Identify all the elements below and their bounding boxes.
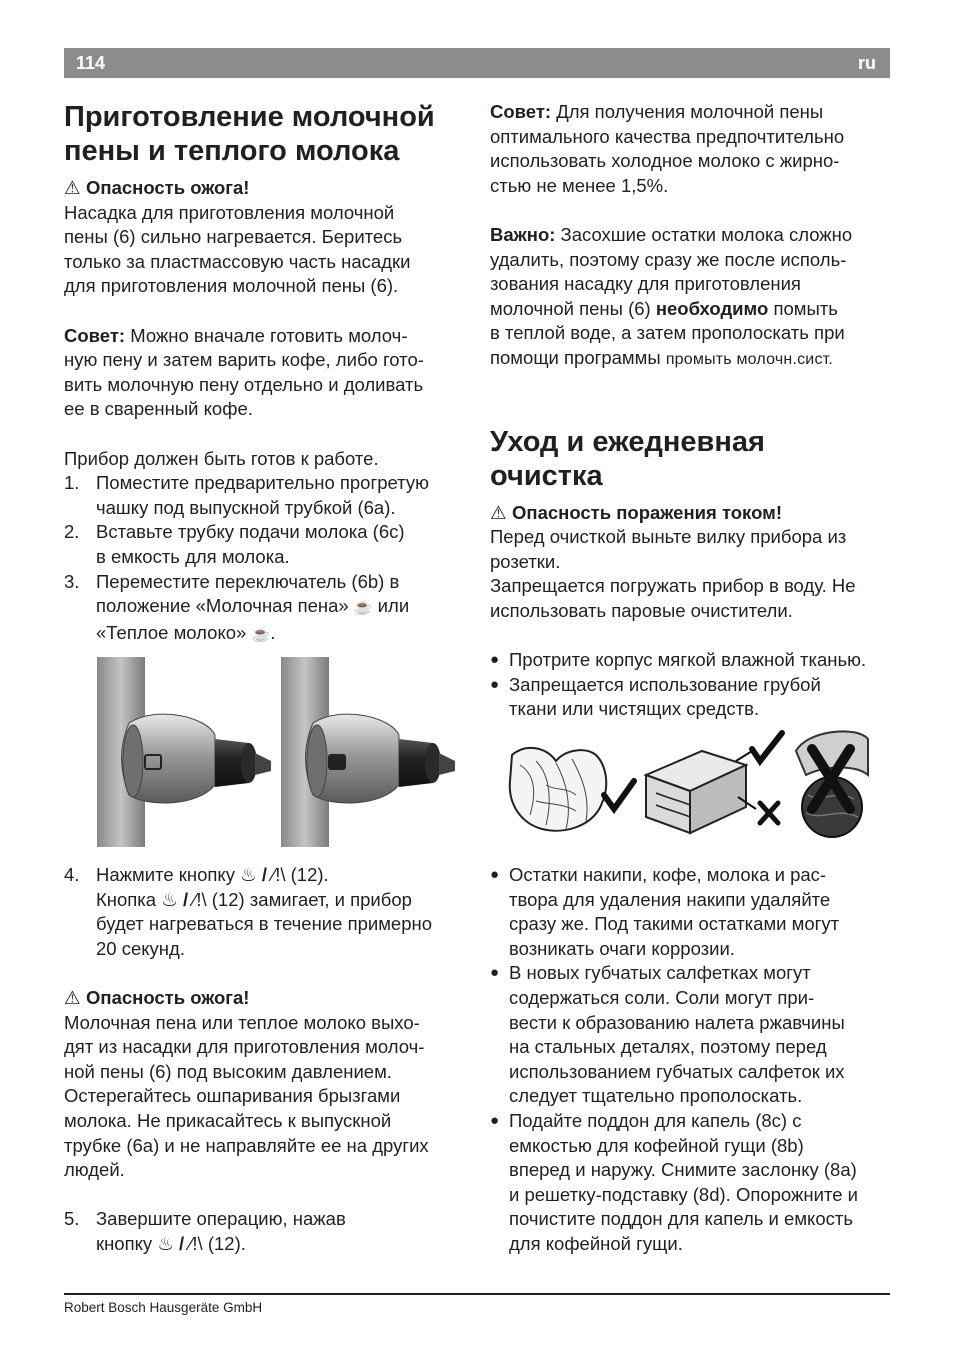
frother-left-image [97, 657, 271, 847]
warning-mark-icon: ⁄!\ [193, 888, 207, 910]
warning-icon: ⚠ [64, 986, 81, 1008]
ready-note: Прибор должен быть готов к работе. [64, 447, 379, 469]
steam-icon: ♨ [161, 888, 178, 910]
foam-cup-icon: ☕ [353, 599, 373, 617]
right-column [490, 100, 890, 722]
steps-list [64, 471, 469, 647]
warning-burn-title: ⚠ Опасность ожога! [64, 176, 469, 201]
list-item: 1. Поместите предварительно прогретую чашку под выпускной трубкой (6a). [64, 472, 429, 518]
list-item: 4. Нажмите кнопку ♨ / ⁄!\ (12). Кнопка ♨ / ⁄!\ (12) замигает, и прибор будет нагреваться в течение примерно 20 секунд. [64, 864, 433, 959]
footer-company: Robert Bosch Hausgeräte GmbH [64, 1300, 263, 1315]
left-column [64, 100, 469, 647]
list-item: ● В новых губчатых салфетках могут содержаться соли. Соли могут при- вести к образованию налета ржавчины на стальных деталях, поэтому перед использованием губчатых салфеток их следует тщательно прополоскать. [490, 961, 890, 1109]
list-item: ● Запрещается использование грубой ткани или чистящих средств. [490, 673, 890, 722]
warning-burn-text: Насадка для приготовления молочной пены (6) сильно нагревается. Беритесь только за пластмассовую часть насадки для приготовления молочной пены (6). [64, 201, 411, 297]
steam-icon: ♨ [157, 1232, 174, 1254]
warm-milk-cup-icon: ☕ [251, 625, 271, 643]
cross-mark-icon [760, 803, 778, 823]
steps-list-continued [64, 863, 469, 961]
cleaning-bullets-2 [490, 863, 890, 1257]
list-item: ● Подайте поддон для капель (8c) с емкостью для кофейной гущи (8b) вперед и наружу. Снимите заслонку (8a) и решетку-подставку (8d). Опорожните и почистите поддон для капель и емкость для кофейной гущи. [490, 1109, 890, 1257]
frother-right-image [281, 657, 455, 847]
frother-illustration [97, 657, 455, 847]
check-mark-icon [752, 733, 782, 761]
warning-mark-icon: ⁄!\ [272, 864, 286, 885]
list-item: ● Остатки накипи, кофе, молока и рас- твора для удаления накипи удаляйте сразу же. Под такими остатками могут возникать очаги коррозии. [490, 863, 890, 961]
steps-list-final [64, 1207, 469, 1256]
list-item: 5. Завершите операцию, нажав кнопку ♨ / ⁄!\ (12). [64, 1208, 346, 1254]
language-code: ru [858, 53, 876, 73]
cleaning-bullets [490, 648, 890, 722]
warning-icon: ⚠ [64, 177, 81, 198]
page-number: 114 [76, 53, 106, 73]
list-item: ● Протрите корпус мягкой влажной тканью. [490, 648, 890, 673]
section-title-milk-foam: Приготовление молочной пены и теплого молока [64, 101, 435, 167]
warning-shock-title: ⚠ Опасность поражения током! [490, 501, 890, 526]
list-item: 3. Переместите переключатель (6b) в положение «Молочная пена» ☕ или «Теплое молоко» ☕. [64, 570, 410, 643]
warning-shock-text: Перед очисткой выньте вилку прибора из розетки. Запрещается погружать прибор в воду. Не использовать паровые очистители. [490, 526, 856, 621]
important-note: Важно: Засохшие остатки молока сложно удалить, поэтому сразу же после исполь- зования насадку для приготовления молочной пены (6) необходимо помыть в теплой воде, а затем прополоскать при помощи программы промыть молочн.сист. [490, 223, 853, 368]
page-header [64, 48, 890, 78]
tip-milk-quality: Совет: Для получения молочной пены оптимального качества предпочтительно использовать холодное молоко с жирно- стью не менее 1,5%. [490, 101, 845, 196]
check-mark-icon [604, 781, 634, 809]
sponge-image [646, 751, 746, 833]
section-title-care: Уход и ежедневная очистка [490, 425, 765, 492]
warning-icon: ⚠ [490, 501, 507, 523]
left-column-lower [64, 863, 469, 1257]
warning-burn-text-2: Молочная пена или теплое молоко выхо- дят из насадки для приготовления молоч- ной пены (6) под высоким давлением. Остерегайтесь ошпаривания брызгами молока. Не прикасайтесь к выпускной трубке (6a) и не направляйте ее на других людей. [64, 1011, 429, 1181]
right-column-lower [490, 863, 890, 1257]
cleaning-illustration [506, 725, 876, 843]
warning-burn-title-2: ⚠ Опасность ожога! [64, 986, 469, 1011]
tip-paragraph: Совет: Можно вначале готовить молоч- ную пену и затем варить кофе, либо гото- вить молочную пену отдельно и доливать ее в сваренный кофе. [64, 324, 424, 420]
steam-icon: ♨ [240, 864, 257, 885]
footer-divider [64, 1293, 890, 1295]
arrow-soft-side-icon [736, 751, 752, 761]
soft-cloth-image [510, 748, 606, 831]
warning-mark-icon: ⁄!\ [189, 1232, 203, 1254]
list-item: 2. Вставьте трубку подачи молока (6c) в емкость для молока. [64, 521, 405, 567]
